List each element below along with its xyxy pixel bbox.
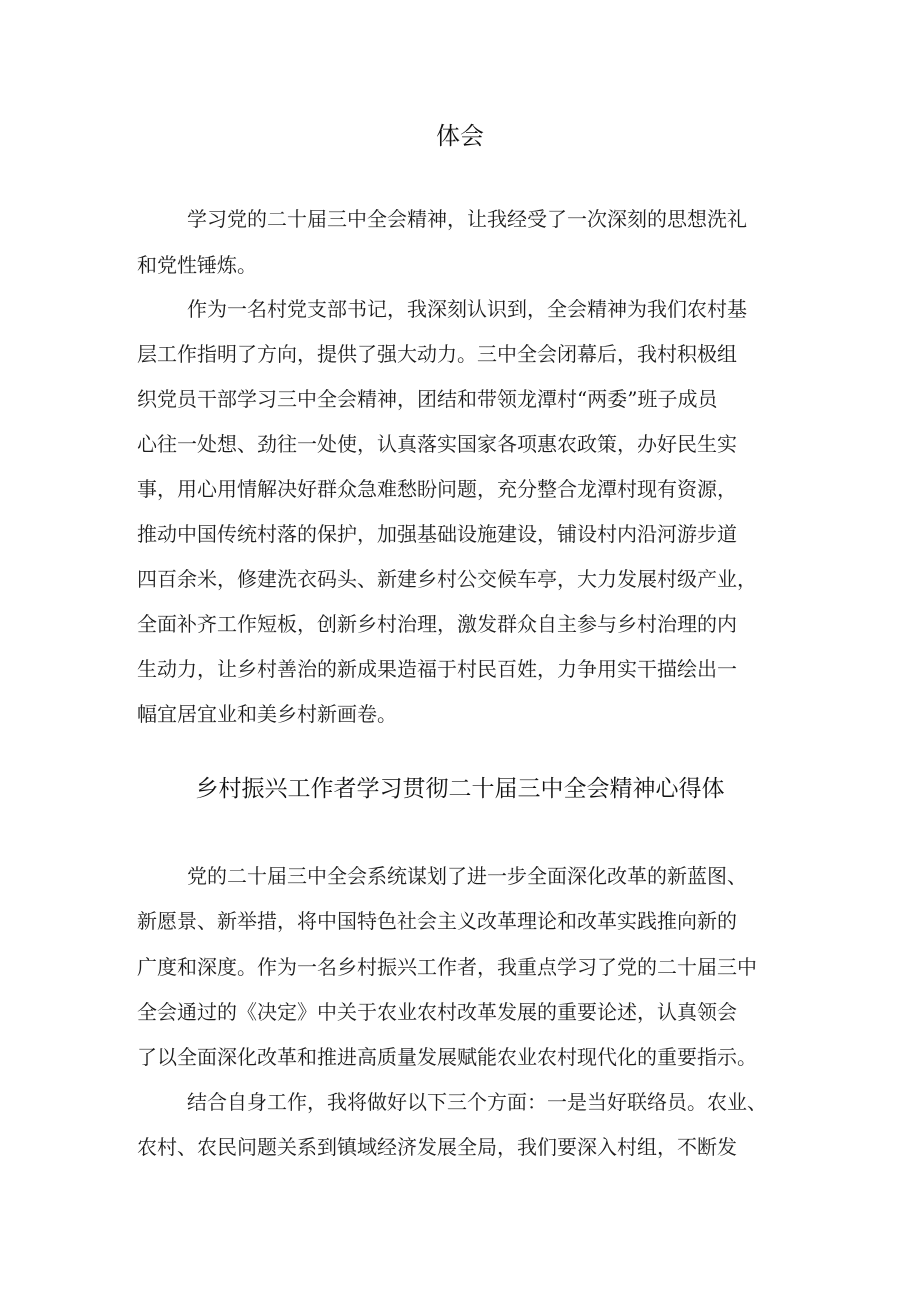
text-line: 作为一名村党支部书记，我深刻认识到，全会精神为我们农村基: [187, 297, 747, 321]
text-line: 和党性锤炼。: [137, 253, 257, 277]
text-line: 全会通过的《决定》中关于农业农村改革发展的重要论述，认真领会: [137, 1000, 737, 1024]
text-line: 学习党的二十届三中全会精神，让我经受了一次深刻的思想洗礼: [187, 207, 747, 231]
text-line: 农村、农民问题关系到镇域经济发展全局，我们要深入村组，不断发: [137, 1135, 737, 1159]
text-line: 生动力，让乡村善治的新成果造福于村民百姓，力争用实干描绘出一: [137, 657, 737, 681]
text-line: 四百余米，修建洗衣码头、新建乡村公交候车亭，大力发展村级产业，: [137, 567, 757, 591]
text-line: 了以全面深化改革和推进高质量发展赋能农业农村现代化的重要指示。: [137, 1045, 757, 1069]
text-line: 织党员干部学习三中全会精神，团结和带领龙潭村“两委”班子成员: [137, 387, 718, 411]
text-line: 推动中国传统村落的保护，加强基础设施建设，铺设村内沿河游步道: [137, 522, 737, 546]
text-line: 心往一处想、劲往一处使，认真落实国家各项惠农政策，办好民生实: [137, 432, 737, 456]
text-line: 层工作指明了方向，提供了强大动力。三中全会闭幕后，我村积极组: [137, 342, 737, 366]
text-line: 结合自身工作，我将做好以下三个方面：一是当好联络员。农业、: [187, 1090, 767, 1114]
text-line: 全面补齐工作短板，创新乡村治理，激发群众自主参与乡村治理的内: [137, 612, 737, 636]
section-1-title: 体会: [436, 122, 484, 150]
text-line: 新愿景、新举措，将中国特色社会主义改革理论和改革实践推向新的: [137, 909, 737, 933]
text-line: 幅宜居宜业和美乡村新画卷。: [137, 702, 397, 726]
text-line: 党的二十届三中全会系统谋划了进一步全面深化改革的新蓝图、: [187, 864, 747, 888]
text-line: 广度和深度。作为一名乡村振兴工作者，我重点学习了党的二十届三中: [137, 955, 757, 979]
section-2-title: 乡村振兴工作者学习贯彻二十届三中全会精神心得体: [195, 776, 725, 802]
text-line: 事，用心用情解决好群众急难愁盼问题，充分整合龙潭村现有资源，: [137, 477, 737, 501]
